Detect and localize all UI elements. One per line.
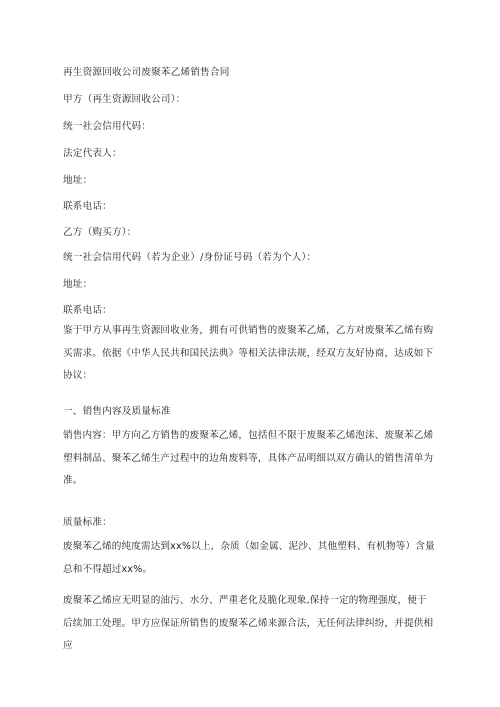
party-a-phone: 联系电话： [63, 201, 112, 212]
party-a-address: 地址： [63, 175, 93, 186]
party-a-label: 甲方（再生资源回收公司）： [63, 94, 186, 105]
quality-purity-paragraph: 废聚苯乙烯的纯度需达到xx%以上，杂质（如金属、泥沙、其他塑料、有机物等）含量总和不得超过xx%。 [63, 541, 435, 575]
sales-content-paragraph: 销售内容：甲方向乙方销售的废聚苯乙烯，包括但不限于废聚苯乙烯泡沫、废聚苯乙烯塑料制品、聚苯乙烯生产过程中的边角废料等，具体产品明细以双方确认的销售清单为准。 [63, 430, 434, 486]
document-title: 再生资源回收公司废聚苯乙烯销售合同 [63, 67, 230, 78]
party-b-label: 乙方（购买方）： [63, 227, 137, 238]
section-heading: 一、销售内容及质量标准 [63, 406, 171, 417]
party-b-phone: 联系电话： [63, 305, 112, 316]
party-a-legal-rep: 法定代表人： [63, 148, 122, 159]
party-a-credit-code: 统一社会信用代码： [63, 121, 152, 132]
quality-condition-paragraph: 废聚苯乙烯应无明显的油污、水分、严重老化及脆化现象,保持一定的物理强度，便于后续加工处理。甲方应保证所销售的废聚苯乙烯来源合法，无任何法律纠纷，并提供相应 [63, 595, 434, 651]
party-b-address: 地址： [63, 279, 93, 290]
party-b-credit-code: 统一社会信用代码（若为企业）/身份证号码（若为个人）： [63, 252, 317, 263]
preamble-paragraph: 鉴于甲方从事再生资源回收业务，拥有可供销售的废聚苯乙烯，乙方对废聚苯乙烯有购买需求。依据《中华人民共和国民法典》等相关法律法规，经双方友好协商，达成如下协议： [63, 325, 434, 381]
quality-label: 质量标准： [63, 517, 112, 528]
